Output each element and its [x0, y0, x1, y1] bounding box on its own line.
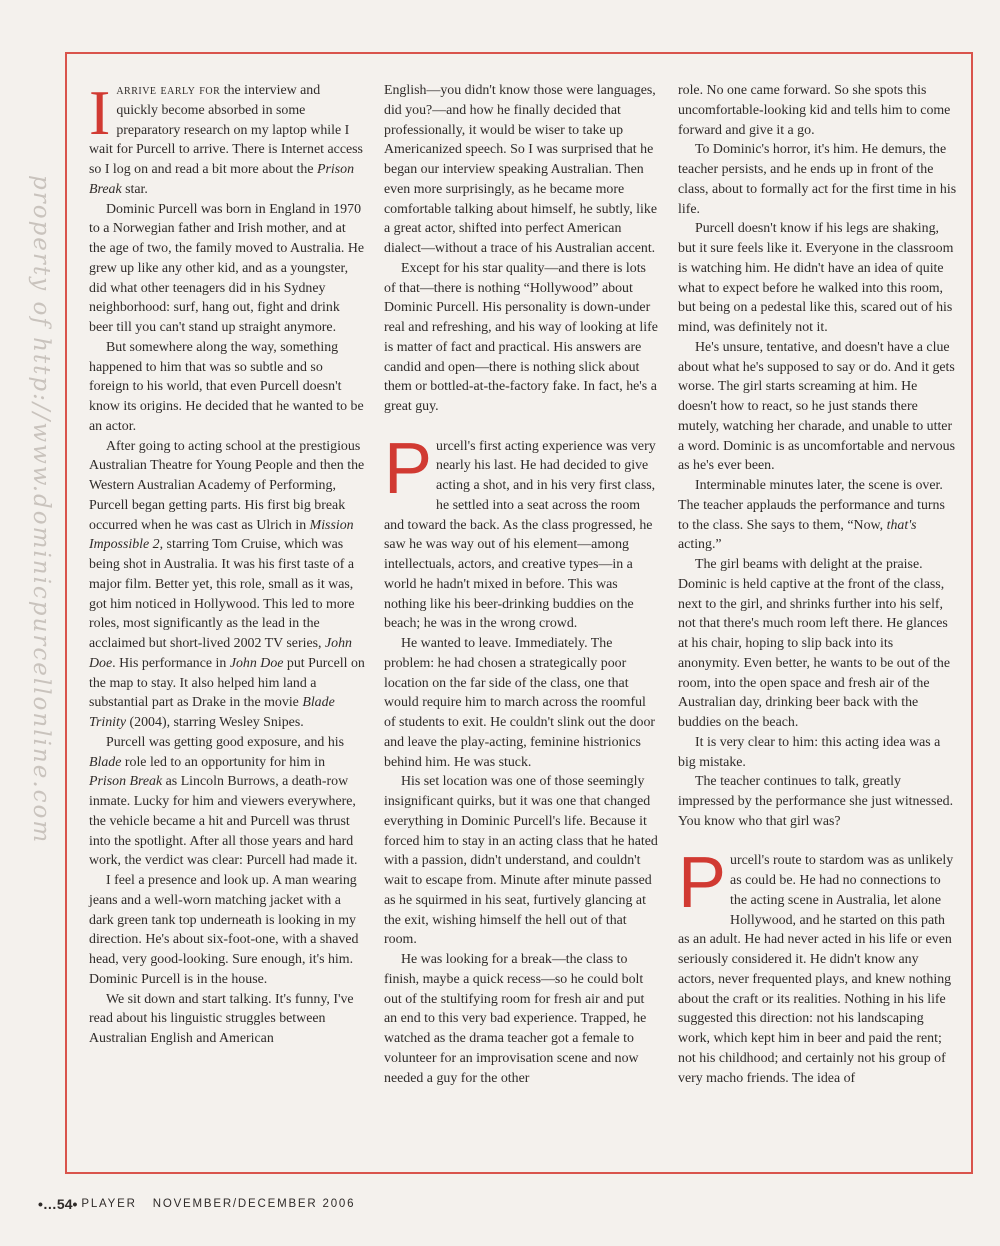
paragraph: The teacher continues to talk, greatly impressed by the performance she just witnessed. You know who that girl was?: [678, 774, 954, 829]
text: Interminable minutes later, the scene is over. The teacher applauds the performance and turns to the class. She says to them, “Now,: [678, 478, 945, 533]
text: . His performance in: [112, 655, 230, 671]
paragraph: The girl beams with delight at the praise. Dominic is held captive at the front of the class, next to the girl, and shrinks further into his self, not that there's much room left there. He glances at his chair, hoping to slip back into its anonymity. Even better, he wants to be out of the room, into the open space and fresh air of the Australian day, drinking beer back with the buddies on the beach.: [678, 557, 951, 730]
paragraph: [89, 437, 365, 733]
text: After going to acting school at the prestigious Australian Theatre for Young People and then the Western Australian Academy of Performing, Purcell began getting parts. His first big break occurred when he was cast as Ulrich in: [89, 438, 365, 533]
paragraph: His set location was one of those seemingly insignificant quirks, but it was one that changed everything in Dominic Purcell's life. Because it forced him to stay in an acting class that he hated with a passion, didn't understand, and couldn't wait to escape from. Minute after minute passed as he squirmed in his seat, furtively glancing at the exit, wishing himself the hell out of that room.: [384, 774, 658, 948]
emphasis: that's: [886, 517, 917, 533]
magazine-name: PLAYER: [81, 1198, 137, 1210]
text: put Purcell on the map to stay. It also helped him land a substantial part as Drake in the movie: [89, 655, 365, 711]
page-footer: [38, 1196, 355, 1212]
paragraph: Except for his star quality—and there is lots of that—there is nothing “Hollywood” about Dominic Purcell. His personality is down-under real and refreshing, and his way of looking at life is matter of fact and practical. His answers are candid and open—there is nothing slick about them or bottled-at-the-factory fake. In fact, he's a great guy.: [384, 260, 658, 414]
text: Purcell was getting good exposure, and his: [106, 734, 345, 750]
title-italic: Mission Impossible 2: [89, 517, 354, 553]
text: urcell's route to stardom was as unlikely as could be. He had no connections to the acting scene in Australia, let alone Hollywood, and he started on this path as an adult. He had never acted in his life or even seriously considered it. He didn't know any actors, never frequented plays, and knew nothing about the craft or its realities. Nothing in his life suggested this direction: not his landscaping work, which kept him in beer and paid the rent; not his childhood; and certainly not his group of very macho friends. The idea of: [678, 853, 954, 1086]
title-italic: Prison Break: [89, 774, 163, 790]
paragraph: Purcell doesn't know if his legs are shaking, but it sure feels like it. Everyone in the classroom is watching him. He didn't have an idea of quite what to expect before he walked into this room, but being on a pedestal like this, scared out of his mind, was definitely not it.: [678, 221, 954, 335]
paragraph: He's unsure, tentative, and doesn't have a clue about what he's supposed to say or do. And it gets worse. The girl starts screaming at him. He doesn't how to react, so he just stands there mutely, watching her charade, and unable to utter a word. Dominic is as uncomfortable and nervous as he's ever been.: [678, 339, 955, 474]
article-column-2: [384, 81, 660, 1088]
drop-cap: I: [89, 77, 111, 148]
paragraph: role. No one came forward. So she spots this uncomfortable-looking kid and tells him to come forward and give it a go.: [678, 83, 951, 138]
article-column-3: [678, 81, 958, 1088]
title-italic: Blade Trinity: [89, 695, 335, 730]
text: urcell's first acting experience was very nearly his last. He had decided to give acting a shot, and in his very first class, he settled into a seat across the room and toward the back. As the class progressed, he saw he was way out of his element—among intellectuals, actors, and creative types—in a world he hadn't mixed in before. This was nothing like his beer-drinking buddies on the beach; he was in the wrong crowd.: [384, 438, 656, 632]
title-italic: John Doe: [229, 655, 284, 671]
paragraph: [678, 843, 958, 1088]
text: star.: [121, 181, 148, 197]
paragraph: [384, 428, 660, 635]
drop-cap: P: [678, 843, 727, 924]
title-italic: Blade: [89, 754, 122, 770]
paragraph: [89, 77, 365, 200]
drop-cap: P: [384, 428, 433, 509]
article-column-1: [89, 77, 365, 1049]
title-italic: John Doe: [89, 636, 352, 671]
text: as Lincoln Burrows, a death-row inmate. Lucky for him and viewers everywhere, the vehicle became a hit and Purcell was thrust into the spotlight. After all those years and hard work, the verdict was clear: Purcell had made it.: [89, 774, 358, 869]
text: (2004), starring Wesley Snipes.: [126, 715, 304, 730]
text: , starring Tom Cruise, which was being shot in Australia. It was his first taste of a major film. Better yet, this role, small as it was, got him noticed in Hollywood. This led to more roles, most significantly as the lead in the acclaimed but short-lived 2002 TV series,: [89, 537, 355, 651]
paragraph: We sit down and start talking. It's funny, I've read about his linguistic struggles between Australian English and American: [89, 991, 354, 1046]
text: the interview and quickly become absorbed in some preparatory research on my laptop while I wait for Purcell to arrive. There is Internet access so I log on and read a bit more about the: [89, 83, 363, 177]
text: acting.”: [678, 537, 722, 553]
paragraph: I feel a presence and look up. A man wearing jeans and a well-worn matching jacket with a dark green tank top underneath is looking in my direction. He's about six-foot-one, with a shaved head, very good-looking. Sure enough, it's him. Dominic Purcell is in the house.: [89, 873, 359, 987]
lead-in: arrive early for: [116, 83, 221, 98]
paragraph: [89, 733, 365, 871]
issue-date: NOVEMBER/DECEMBER 2006: [152, 1198, 356, 1210]
paragraph: Dominic Purcell was born in England in 1970 to a Norwegian father and Irish mother, and at the age of two, the family moved to Australia. He grew up like any other kid, and as a youngster, did what other teenagers did in his Sydney neighborhood: surf, hang out, fight and drink beer till you can't stand up straight anymore.: [89, 201, 365, 335]
paragraph: English—you didn't know those were languages, did you?—and how he finally decided that professionally, it would be wiser to take up Americanized speech. So I was surprised that he began our interview speaking Australian. Then even more surprisingly, as he became more comfortable talking about himself, he subtly, like a great actor, shifted into perfect American dialect—without a trace of his Australian accent.: [384, 83, 657, 256]
paragraph: [678, 476, 958, 555]
paragraph: To Dominic's horror, it's him. He demurs, the teacher persists, and he ends up in front of the class, about to formally act for the first time in his life.: [678, 142, 957, 217]
page-number: •…54•: [38, 1196, 78, 1212]
paragraph: He wanted to leave. Immediately. The problem: he had chosen a strategically poor location on the far side of the class, one that would require him to march across the roomful of students to exit. He couldn't slink out the door and leave the play-acting, feminine histrionics behind him. He was stuck.: [384, 636, 656, 770]
paragraph: It is very clear to him: this acting idea was a big mistake.: [678, 734, 941, 770]
text: role led to an opportunity for him in: [121, 754, 326, 770]
title-italic: Prison Break: [89, 162, 355, 197]
watermark: property of http://www.dominicpurcellonline.com: [28, 175, 54, 845]
paragraph: But somewhere along the way, something happened to him that was so subtle and so foreign to his world, that even Purcell doesn't know its origins. He decided that he wanted to be an actor.: [89, 339, 364, 434]
paragraph: He was looking for a break—the class to finish, maybe a quick recess—so he could bolt out of the stultifying room for fresh air and put an end to this very bad experience. Trapped, he watched as the drama teacher got a female to volunteer for an improvisation scene and now needed a guy for the other: [384, 952, 647, 1086]
